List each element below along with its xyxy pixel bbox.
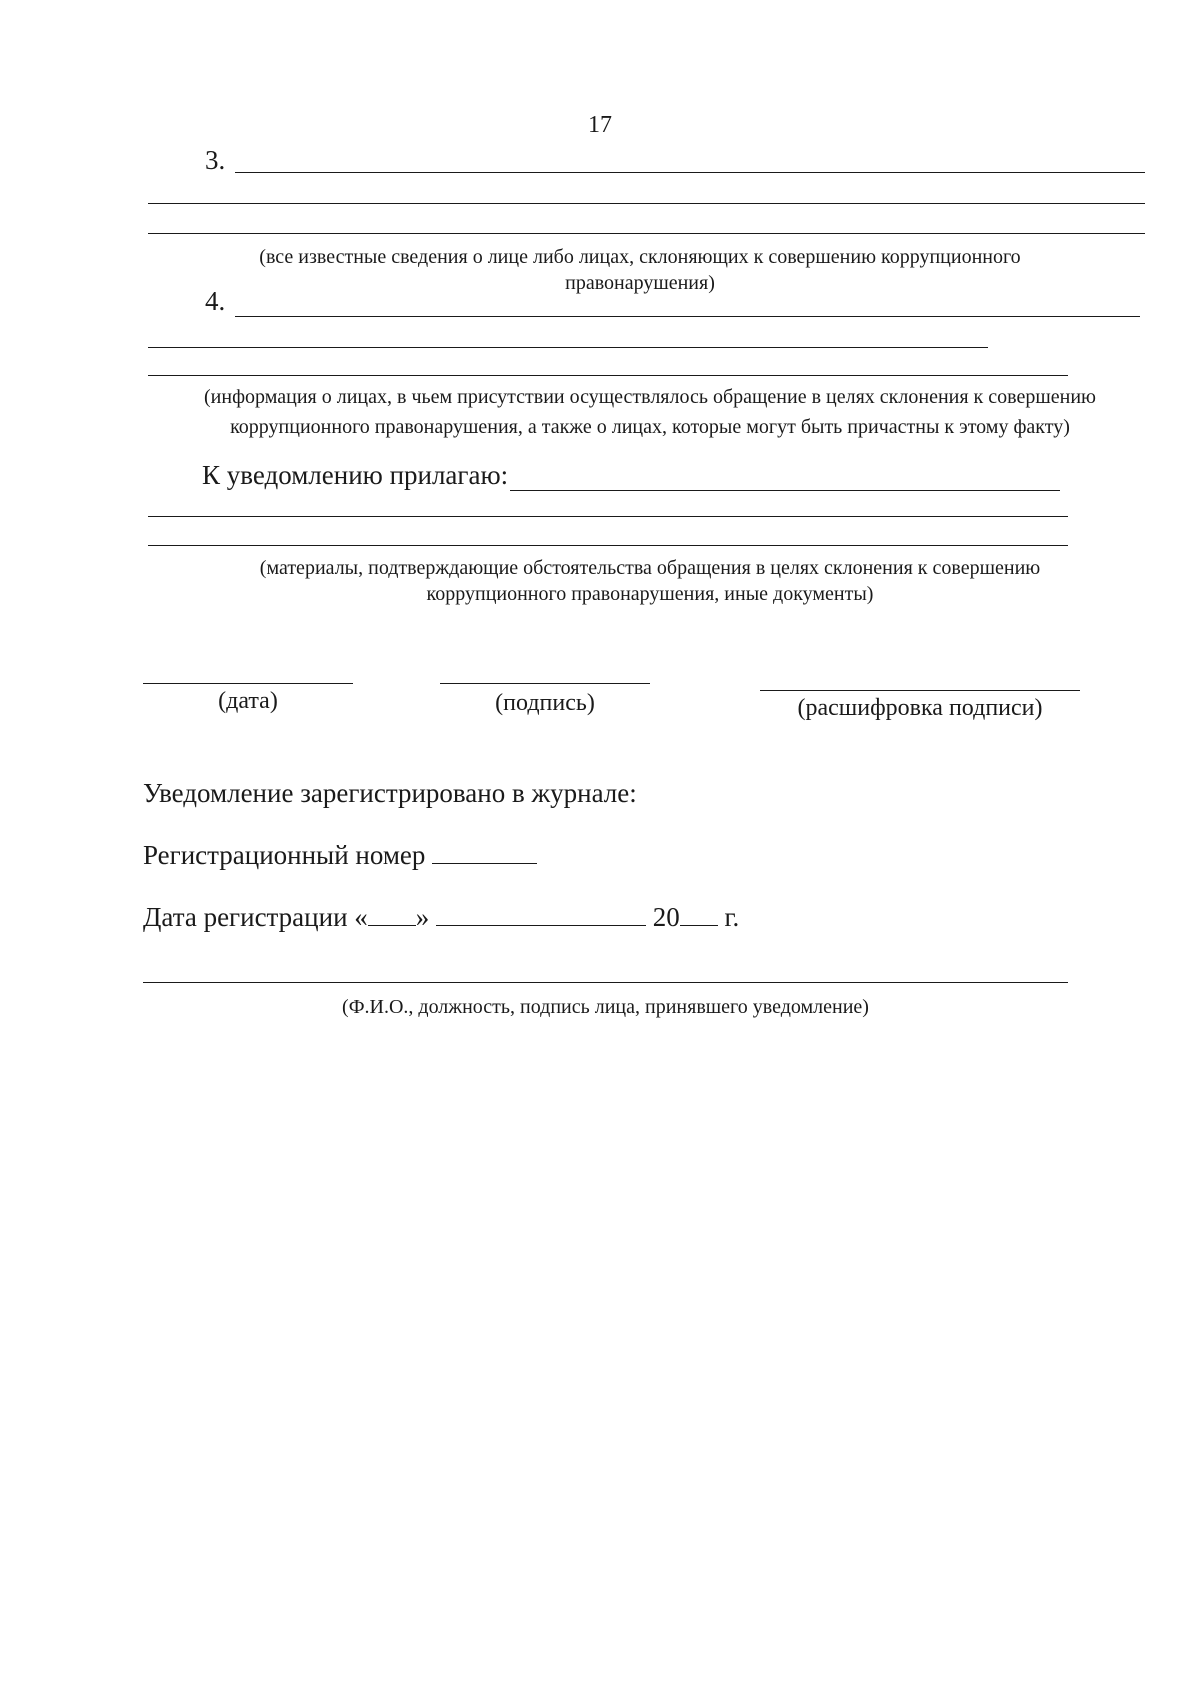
registration-number-row bbox=[143, 840, 537, 871]
registration-date-row bbox=[143, 902, 739, 933]
date-label: (дата) bbox=[218, 688, 278, 714]
registration-year-field[interactable] bbox=[680, 905, 718, 926]
date-field-line[interactable] bbox=[143, 683, 353, 684]
registration-date-label: Дата регистрации bbox=[143, 902, 348, 932]
section-4-field-line-1[interactable] bbox=[235, 316, 1140, 317]
section-4-field-line-3[interactable] bbox=[148, 375, 1068, 376]
signature-decoding-field-line[interactable] bbox=[760, 690, 1080, 691]
attachments-caption-line-2: коррупционного правонарушения, иные документы) bbox=[426, 583, 874, 605]
section-4-label: 4. bbox=[205, 286, 226, 316]
attachments-caption-line-1: (материалы, подтверждающие обстоятельства обращения в целях склонения к совершению bbox=[259, 557, 1041, 579]
section-3-field-line-2[interactable] bbox=[148, 203, 1145, 204]
registration-number-label: Регистрационный номер bbox=[143, 840, 426, 870]
section-3-field-line-3[interactable] bbox=[148, 233, 1145, 234]
section-4-field-line-2[interactable] bbox=[148, 347, 988, 348]
attachments-field-line-2[interactable] bbox=[148, 516, 1068, 517]
section-3-caption-line-2: правонарушения) bbox=[565, 272, 715, 294]
section-3-label: 3. bbox=[205, 145, 226, 175]
attachments-label: К уведомлению прилагаю: bbox=[202, 460, 509, 490]
registration-number-field[interactable] bbox=[432, 843, 537, 864]
section-4-caption-line-1: (информация о лицах, в чьем присутствии осуществлялось обращение в целях склонения к совершению bbox=[204, 386, 1096, 408]
attachments-field-line-1[interactable] bbox=[510, 490, 1060, 491]
attachments-field-line-3[interactable] bbox=[148, 545, 1068, 546]
signature-label: (подпись) bbox=[495, 690, 595, 716]
section-4-caption bbox=[130, 382, 1170, 442]
registration-month-field[interactable] bbox=[436, 905, 646, 926]
official-field-line[interactable] bbox=[143, 982, 1068, 983]
official-caption: (Ф.И.О., должность, подпись лица, принявшего уведомление) bbox=[342, 996, 869, 1018]
registration-year-prefix: 20 bbox=[652, 902, 680, 932]
section-3-caption-line-1: (все известные сведения о лице либо лицах, склоняющих к совершению коррупционного bbox=[259, 246, 1021, 268]
registration-year-suffix: г. bbox=[724, 902, 740, 932]
signature-decoding-label: (расшифровка подписи) bbox=[797, 695, 1043, 721]
registration-journal-text: Уведомление зарегистрировано в журнале: bbox=[143, 778, 637, 808]
section-4-caption-line-2: коррупционного правонарушения, а также о лицах, которые могут быть причастны к этому факту) bbox=[230, 416, 1070, 438]
section-3-field-line-1[interactable] bbox=[235, 172, 1145, 173]
registration-date-quote-open: « bbox=[354, 902, 368, 932]
section-3-caption bbox=[120, 244, 1160, 296]
page-number: 17 bbox=[588, 112, 612, 138]
registration-day-field[interactable] bbox=[368, 905, 416, 926]
attachments-caption bbox=[130, 555, 1170, 607]
registration-date-quote-close: » bbox=[415, 902, 430, 932]
signature-field-line[interactable] bbox=[440, 683, 650, 684]
